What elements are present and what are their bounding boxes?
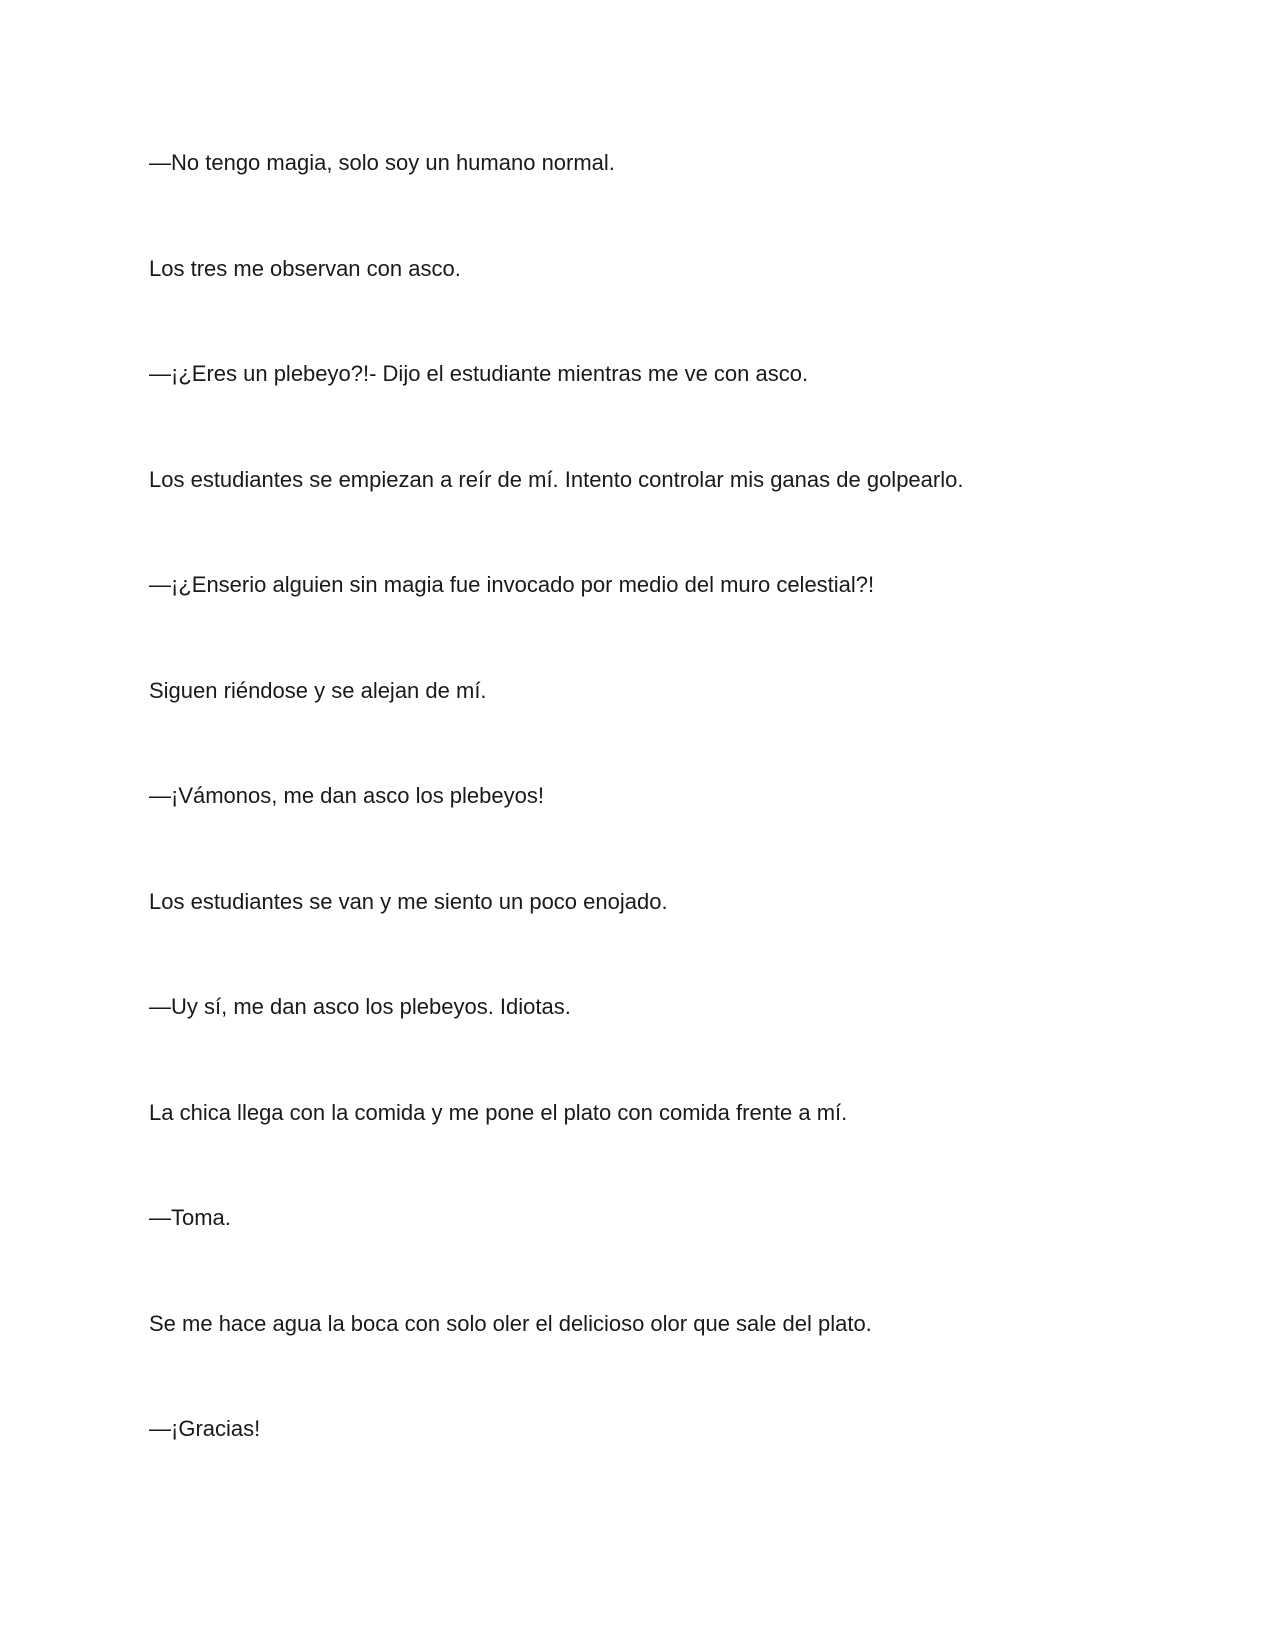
paragraph: —¡Vámonos, me dan asco los plebeyos! bbox=[149, 783, 544, 808]
paragraph: Los estudiantes se van y me siento un poco enojado. bbox=[149, 888, 668, 914]
paragraph: —¡¿Eres un plebeyo?!- Dijo el estudiante mientras me ve con asco. bbox=[149, 361, 809, 386]
paragraph: —¡¿Enserio alguien sin magia fue invocado por medio del muro celestial?! bbox=[149, 572, 875, 597]
paragraph: —¡Gracias! bbox=[149, 1416, 261, 1441]
body-text bbox=[149, 148, 1149, 1520]
paragraph: Siguen riéndose y se alejan de mí. bbox=[149, 677, 487, 703]
paragraph: —No tengo magia, solo soy un humano normal. bbox=[149, 150, 615, 175]
paragraph: La chica llega con la comida y me pone el plato con comida frente a mí. bbox=[149, 1099, 848, 1125]
paragraph: —Uy sí, me dan asco los plebeyos. Idiotas. bbox=[149, 994, 571, 1019]
paragraph: Los estudiantes se empiezan a reír de mí. Intento controlar mis ganas de golpearlo. bbox=[149, 466, 964, 492]
paragraph: Se me hace agua la boca con solo oler el delicioso olor que sale del plato. bbox=[149, 1310, 872, 1336]
paragraph: —Toma. bbox=[149, 1205, 231, 1230]
paragraph: Los tres me observan con asco. bbox=[149, 255, 461, 281]
